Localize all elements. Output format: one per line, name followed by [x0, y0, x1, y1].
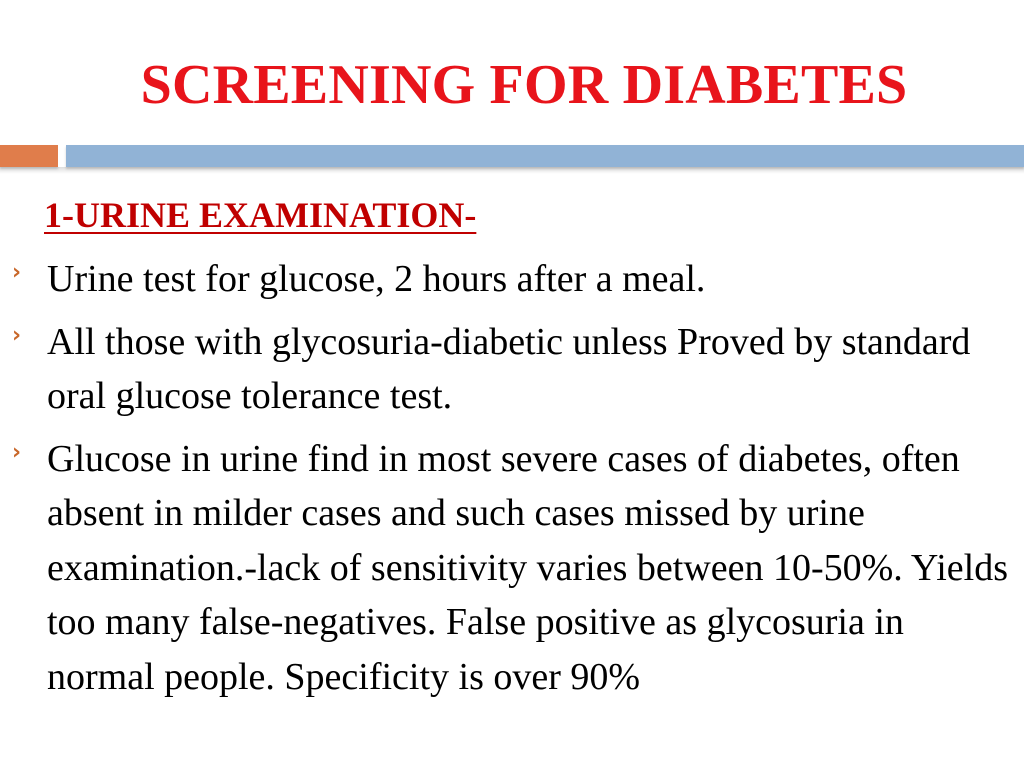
divider-blue-bar [66, 145, 1024, 167]
bullet-list [0, 252, 1024, 712]
bullet-item [0, 315, 1017, 424]
chevron-right-icon: › [12, 260, 22, 285]
bullet-text: All those with glycosuria-diabetic unless Proved by standard oral glucose tolerance test. [47, 320, 971, 417]
title-divider [0, 142, 1024, 174]
bullet-item [0, 252, 1017, 307]
divider-shadow [0, 166, 1024, 174]
chevron-right-icon: › [12, 322, 22, 348]
bullet-text: Glucose in urine find in most severe cases of diabetes, often absent in milder cases and such cases missed by urine examination.-lack of sensitivity varies between 10-50%. Yields too many false-negatives. False positive as glycosuria in normal people. Specificity is over 90% [47, 437, 1009, 698]
divider-orange-block [0, 145, 58, 167]
chevron-right-icon: › [12, 439, 22, 465]
slide-title: SCREENING FOR DIABETES [140, 54, 908, 116]
section-heading: 1-URINE EXAMINATION- [44, 195, 477, 235]
divider-gap [58, 145, 66, 167]
bullet-item [0, 432, 1017, 705]
bullet-text: Urine test for glucose, 2 hours after a meal. [47, 258, 706, 300]
